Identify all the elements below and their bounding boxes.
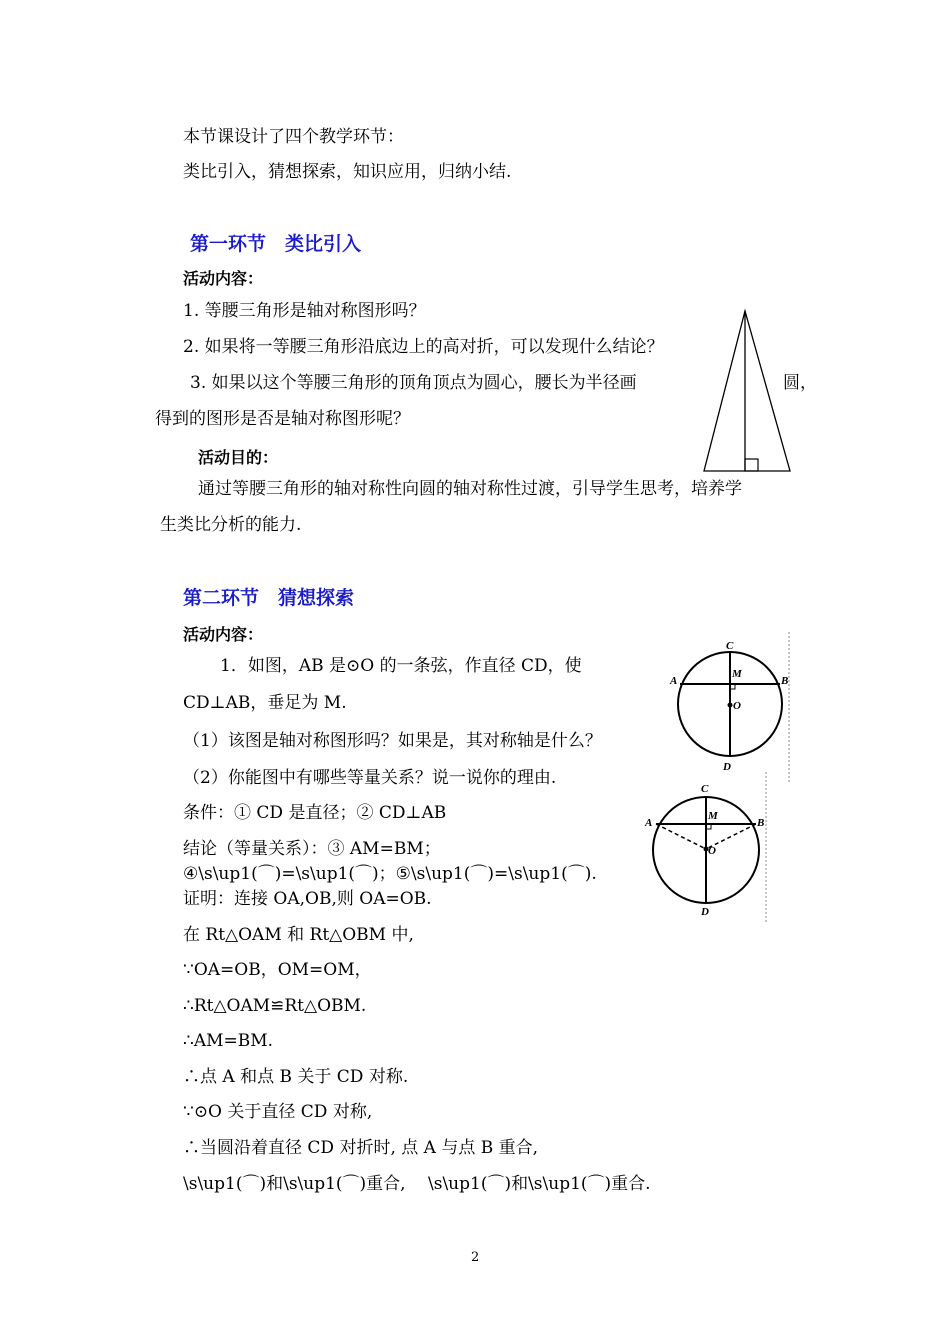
- section-2-line-16: \s\up1(⌒)和\s\up1(⌒)重合, \s\up1(⌒)和\s\up1(⌒)重合.: [183, 1174, 651, 1194]
- section-2-line-15: ∴当圆沿着直径 CD 对折时, 点 A 与点 B 重合,: [183, 1138, 539, 1158]
- section-1-q2: 2. 如果将一等腰三角形沿底边上的高对折，可以发现什么结论？: [183, 337, 664, 357]
- isosceles-triangle-figure: [698, 305, 798, 477]
- section-2-line-6: 结论（等量关系）：③ AM=BM；: [183, 839, 441, 859]
- label-c: C: [726, 640, 734, 652]
- section-2-line-13: ∴点 A 和点 B 关于 CD 对称.: [183, 1067, 409, 1087]
- section-1-purpose-2: 生类比分析的能力.: [160, 515, 302, 535]
- section-2-line-14: ∵⊙O 关于直径 CD 对称,: [183, 1102, 373, 1122]
- section-2-line-4: （2）你能图中有哪些等量关系？说一说你的理由.: [183, 768, 557, 788]
- label-c: C: [701, 783, 709, 795]
- label-b: B: [781, 675, 789, 687]
- label-d: D: [723, 761, 731, 773]
- label-m: M: [732, 668, 742, 680]
- label-a: A: [645, 817, 653, 829]
- label-b: B: [757, 817, 765, 829]
- section-1-q3c: 得到的图形是否是轴对称图形呢？: [155, 409, 410, 429]
- section-1-q1: 1. 等腰三角形是轴对称图形吗？: [183, 301, 426, 321]
- section-2-line-7: ④\s\up1(⌒)=\s\up1(⌒)；⑤\s\up1(⌒)=\s\up1(⌒).: [183, 864, 597, 884]
- page-number: 2: [471, 1250, 480, 1265]
- circle-figure-1: [660, 632, 800, 782]
- label-m: M: [708, 810, 718, 822]
- section-2-line-9: 在 Rt△OAM 和 Rt△OBM 中,: [183, 925, 414, 945]
- label-o: O: [708, 845, 716, 857]
- section-2-line-11: ∴Rt△OAM≌Rt△OBM.: [183, 996, 367, 1016]
- section-1-q3a: 3. 如果以这个等腰三角形的顶角顶点为圆心，腰长为半径画: [190, 373, 637, 393]
- section-1-q3b: 圆，: [783, 373, 817, 393]
- circle-figure-2: [640, 772, 780, 922]
- section-2-line-3: （1）该图是轴对称图形吗？如果是，其对称轴是什么？: [183, 731, 602, 751]
- section-2-activity-label: 活动内容：: [183, 625, 264, 644]
- section-2-line-12: ∴AM=BM.: [183, 1031, 274, 1051]
- section-2-line-5: 条件：① CD 是直径；② CD⊥AB: [183, 803, 447, 823]
- section-1-purpose-label: 活动目的：: [198, 448, 279, 467]
- section-2-title: 第二环节 猜想探索: [183, 587, 355, 609]
- section-1-activity-label: 活动内容：: [183, 269, 264, 288]
- label-a: A: [670, 675, 678, 687]
- label-d: D: [701, 906, 709, 918]
- intro-line-2: 类比引入，猜想探索，知识应用，归纳小结.: [183, 162, 512, 182]
- section-2-line-10: ∵OA=OB，OM=OM，: [183, 960, 372, 980]
- section-2-line-8: 证明：连接 OA,OB,则 OA=OB.: [183, 889, 432, 909]
- intro-line-1: 本节课设计了四个教学环节：: [183, 127, 404, 147]
- section-2-line-1: 1．如图，AB 是⊙O 的一条弦，作直径 CD，使: [220, 656, 582, 676]
- section-2-line-2: CD⊥AB，垂足为 M.: [183, 693, 347, 713]
- label-o: O: [733, 700, 741, 712]
- section-1-title: 第一环节 类比引入: [190, 233, 362, 255]
- section-1-purpose-1: 通过等腰三角形的轴对称性向圆的轴对称性过渡，引导学生思考，培养学: [198, 479, 742, 499]
